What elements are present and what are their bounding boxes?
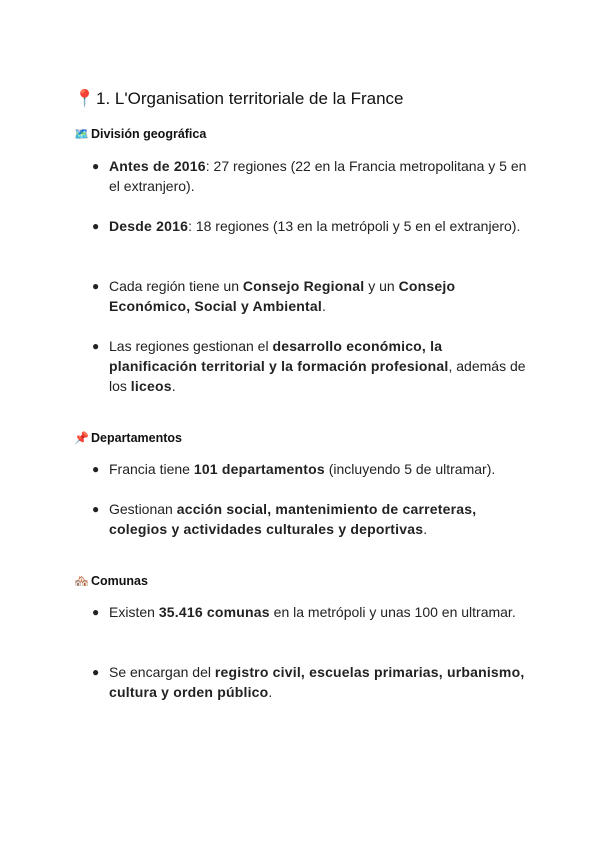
- list-item: [92, 662, 532, 702]
- page-title-text: 1. L'Organisation territoriale de la France: [96, 89, 404, 108]
- list-item: [92, 499, 532, 539]
- section-heading-text: Departamentos: [91, 431, 182, 445]
- section-heading-text: Comunas: [91, 574, 148, 588]
- bullet-icon: ●: [92, 279, 100, 293]
- bullet-icon: ●: [92, 665, 100, 679]
- houses-icon: 🏘️: [74, 574, 89, 588]
- pushpin-icon: 📍: [74, 89, 96, 108]
- list-item-text: Existen 35.416 comunas en la metrópoli y unas 100 en ultramar.: [109, 604, 516, 620]
- bullet-icon: ●: [92, 605, 100, 619]
- list-item: [92, 216, 532, 236]
- list-item-text: Las regiones gestionan el desarrollo económico, la planificación territorial y la formación profesional, además de los liceos.: [109, 338, 526, 394]
- list-item-text: Desde 2016: 18 regiones (13 en la metrópoli y 5 en el extranjero).: [109, 218, 521, 234]
- bullet-icon: ●: [92, 462, 100, 476]
- pin-icon: 📌: [74, 431, 89, 445]
- list-item-text: Gestionan acción social, mantenimiento de carreteras, colegios y actividades culturales y deportivas.: [109, 501, 477, 537]
- list-item: [92, 336, 532, 396]
- section-heading-division: [74, 127, 206, 141]
- bullet-icon: ●: [92, 339, 100, 353]
- list-item: [92, 156, 532, 196]
- list-item-text: Cada región tiene un Consejo Regional y un Consejo Económico, Social y Ambiental.: [109, 278, 456, 314]
- section-heading-departamentos: [74, 431, 182, 445]
- list-item-text: Francia tiene 101 departamentos (incluyendo 5 de ultramar).: [109, 461, 496, 477]
- list-item: [92, 602, 532, 622]
- bullet-icon: ●: [92, 159, 100, 173]
- list-item-text: Se encargan del registro civil, escuelas primarias, urbanismo, cultura y orden público.: [109, 664, 525, 700]
- bullet-icon: ●: [92, 502, 100, 516]
- map-icon: 🗺️: [74, 127, 89, 141]
- section-heading-text: División geográfica: [91, 127, 207, 141]
- section-heading-comunas: [74, 574, 148, 588]
- list-item: [92, 459, 532, 479]
- list-item: [92, 276, 532, 316]
- bullet-icon: ●: [92, 219, 100, 233]
- list-item-text: Antes de 2016: 27 regiones (22 en la Francia metropolitana y 5 en el extranjero).: [109, 158, 527, 194]
- page-title: [74, 89, 404, 109]
